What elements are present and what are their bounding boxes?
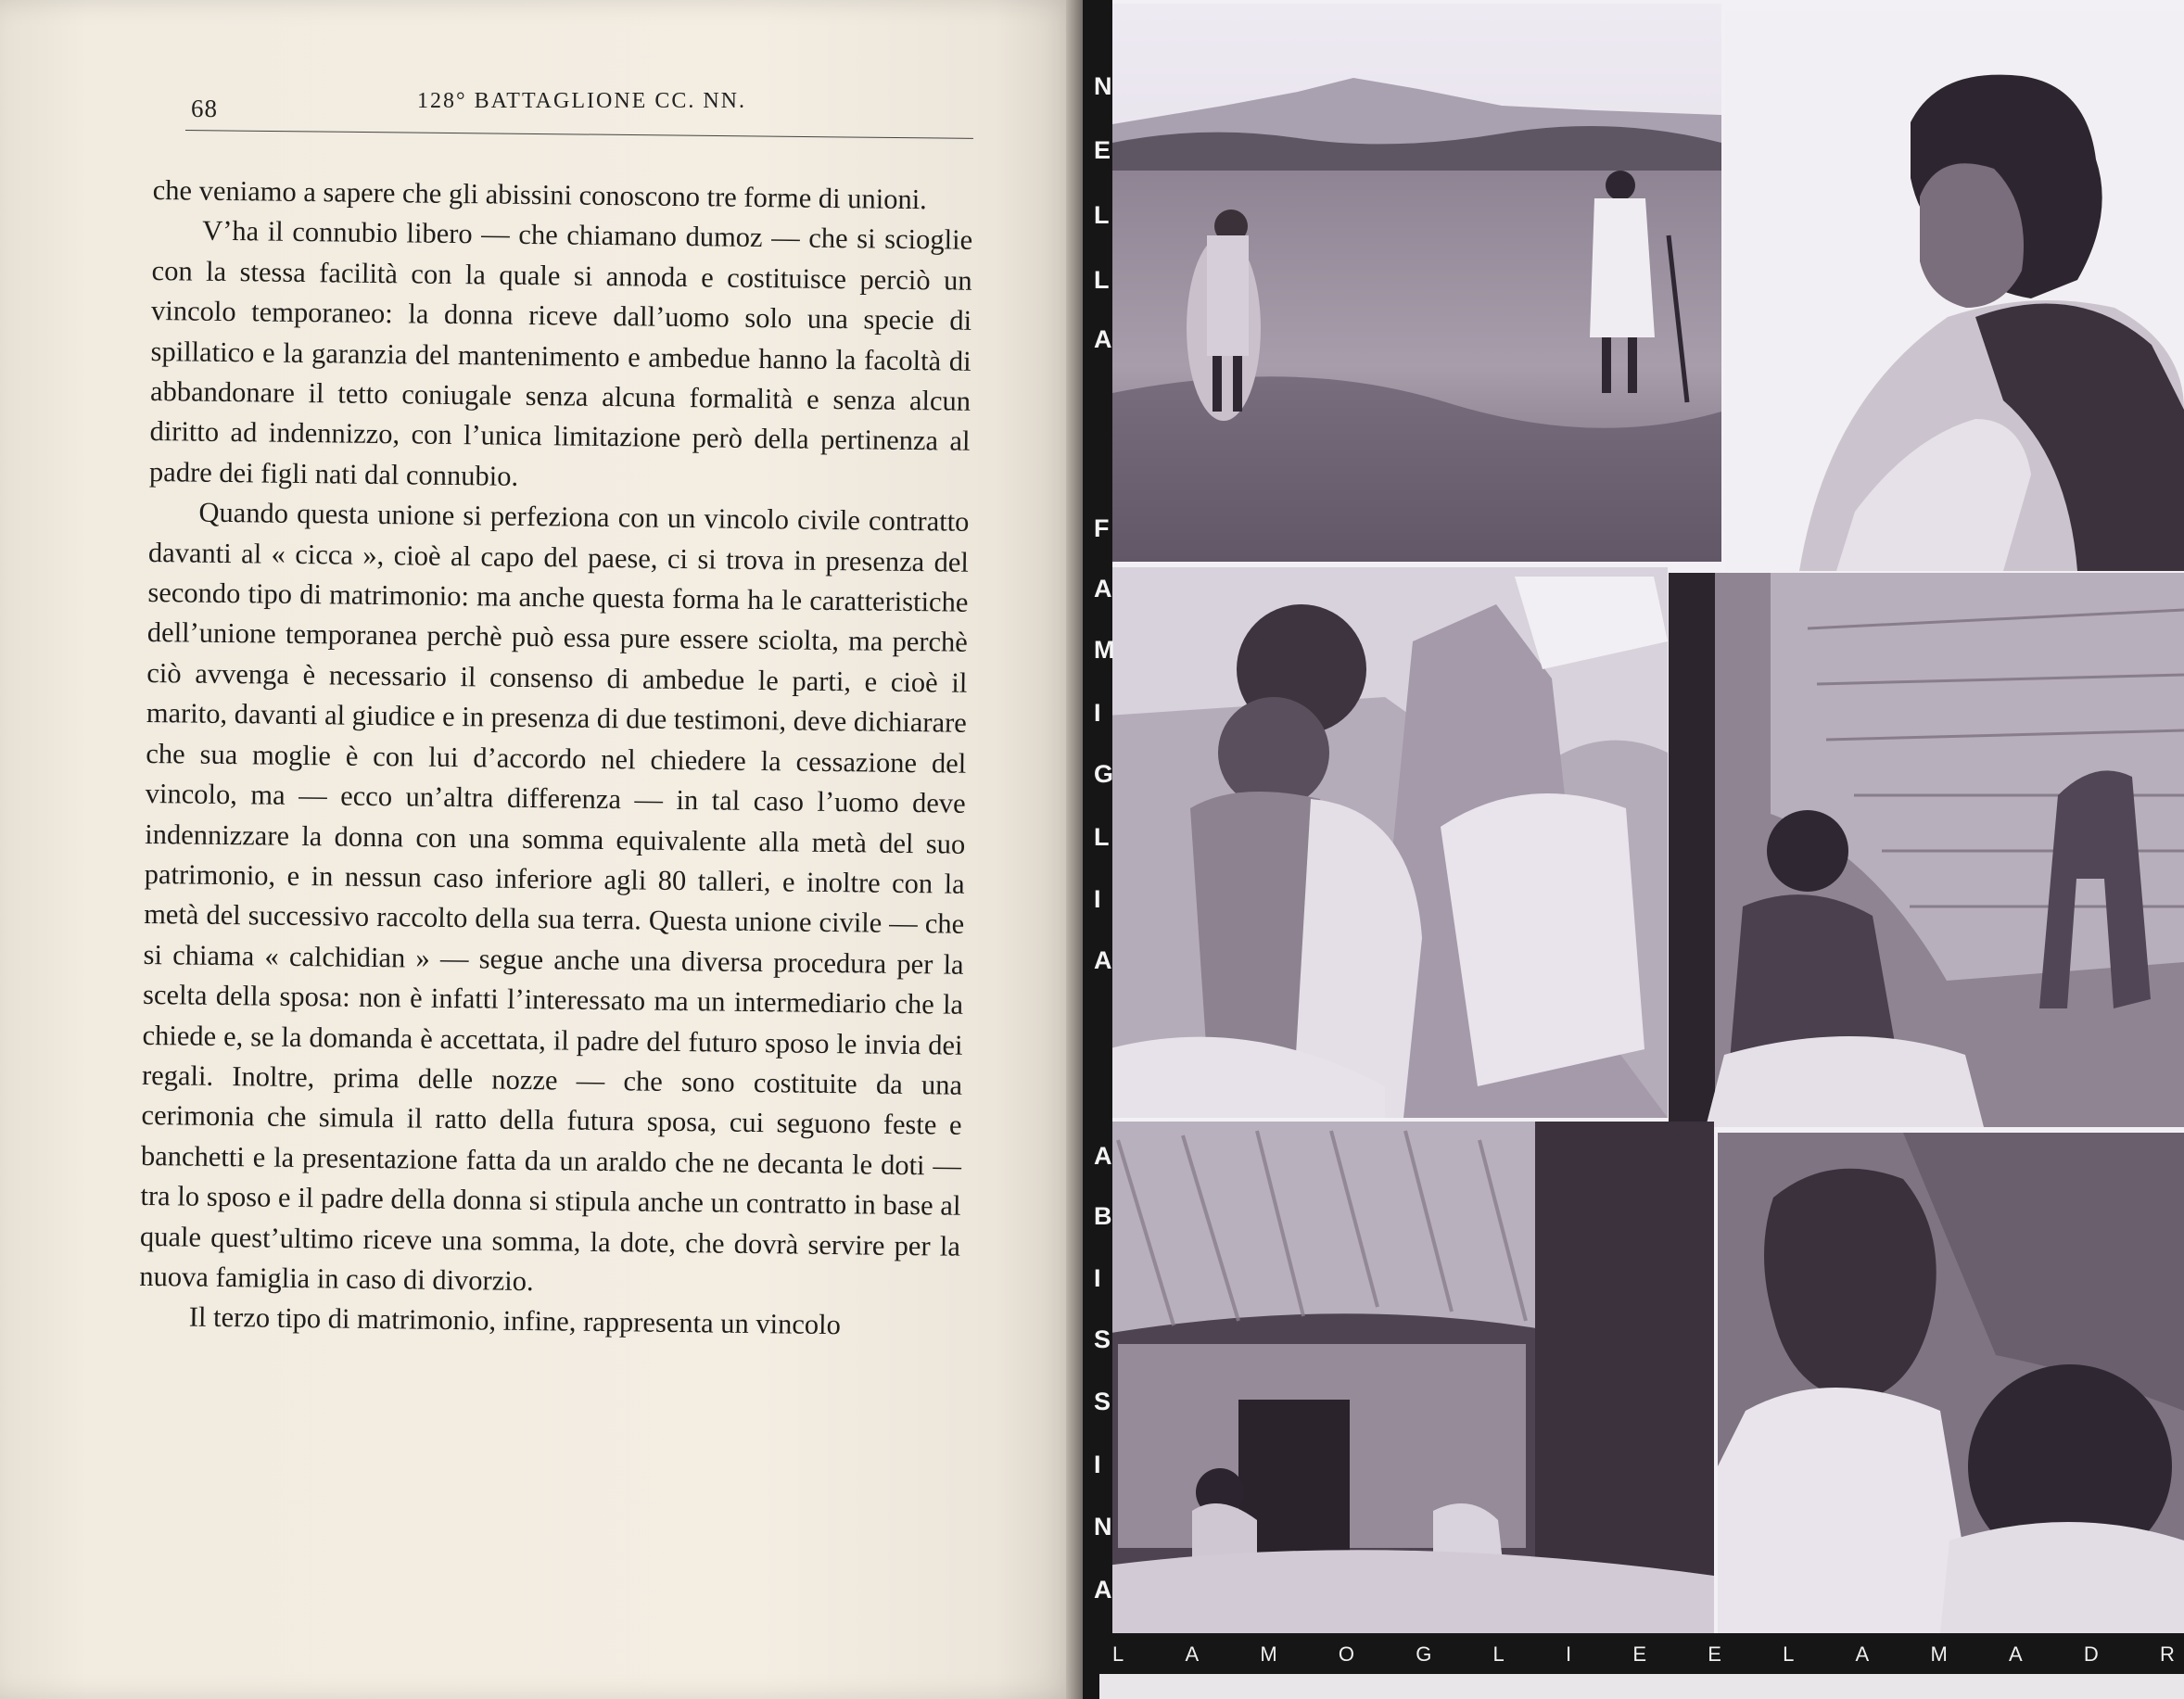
title-letter: F bbox=[1094, 514, 1110, 542]
caption-letter: L bbox=[1783, 1642, 1795, 1666]
photo-woman-donkey bbox=[1669, 573, 2184, 1127]
caption-letter: D bbox=[2083, 1642, 2099, 1666]
title-letter: M bbox=[1094, 636, 1115, 664]
photo-landscape-figures bbox=[1112, 4, 1721, 562]
running-title: 128° BATTAGLIONE CC. NN. bbox=[417, 89, 746, 113]
caption-letter: L bbox=[1112, 1642, 1124, 1666]
title-letter: I bbox=[1094, 699, 1101, 727]
photo-mother-child bbox=[1107, 567, 1668, 1118]
page-number: 68 bbox=[191, 95, 218, 122]
title-letter: L bbox=[1094, 823, 1110, 851]
title-letter: I bbox=[1094, 1264, 1101, 1292]
title-letter: I bbox=[1094, 885, 1101, 913]
left-page bbox=[0, 0, 1083, 1699]
title-letter: N bbox=[1094, 72, 1112, 100]
paragraph: che veniamo a sapere che gli abissini conoscono tre forme di unioni. bbox=[152, 173, 927, 216]
title-letter: S bbox=[1094, 1388, 1111, 1415]
title-letter: A bbox=[1094, 575, 1112, 602]
caption-letter: O bbox=[1338, 1642, 1354, 1666]
caption-letter: A bbox=[1185, 1642, 1200, 1666]
paragraph: Il terzo tipo di matrimonio, infine, rappresenta un vincolo bbox=[188, 1300, 842, 1341]
paragraph: Quando questa unione si perfeziona con un vincolo civile contratto davanti al « cicca », cioè al capo del paese, ci si trova in presenza del secondo tipo di matrimonio: ma anche questa forma ha le caratteristiche dell’unione temporanea perchè può essa pure essere sciolta, ma perchè ciò avvenga è necessario il consenso di ambedue le parti, e cioè il marito, davanti al giudice e in presenza di due testimoni, deve dichiarare che sua moglie è con lui d’accordo nel chiedere la cessazione del vincolo, ma — ecco un’altra differenza — in tal caso l’uomo deve indennizzare la donna con una somma equivalente alla metà del suo patrimonio, e in nessun caso inferiore agli 80 talleri, e inoltre con la metà del successivo raccolto della sua terra. Questa unione civile — che si chiama « calchidian » — segue anche una diversa procedura per la scelta della sposa: non è infatti l’interessato ma un intermediario che la chiede e, se la domanda è accettata, il padre del futuro sposo le invia dei regali. Inoltre, prima delle nozze — che sono costituite da una cerimonia che simula il ratto della futura sposa, cui seguono feste e banchetti e la presentazione fatta da un araldo che ne decanta le doti — tra lo sposo e il padre della donna si stipula anche un contratto in base al quale quest’ultimo riceve una somma, la dote, che dovrà servire per la nuova famiglia in caso di divorzio. bbox=[139, 496, 970, 1298]
title-letter: A bbox=[1094, 1576, 1112, 1604]
paragraph: V’ha il connubio libero — che chiamano dumoz — che si scioglie con la stessa facilità con la quale si annoda e costituisce perciò un vincolo temporaneo: la donna riceve dall’uomo solo una specie di spillatico e la garanzia del mantenimento e ambedue hanno la facoltà di abbandonare il tetto coniugale senza alcuna formalità e senza alcun diritto ad indennizzo, con l’unica limitazione però della pertinenza al padre dei figli nati dal connubio. bbox=[148, 215, 973, 492]
title-letter: S bbox=[1094, 1325, 1111, 1353]
plate-vertical-title bbox=[1083, 0, 1124, 1699]
caption-letter: E bbox=[1632, 1642, 1646, 1666]
photo-mother-son-closeup bbox=[1718, 1133, 2184, 1633]
page-bottom-edge bbox=[1099, 1674, 2184, 1699]
title-letter: B bbox=[1094, 1202, 1112, 1230]
caption-letter: M bbox=[1260, 1642, 1277, 1666]
plate-caption bbox=[1103, 1639, 2184, 1670]
title-letter: A bbox=[1094, 325, 1112, 353]
caption-letter: A bbox=[1855, 1642, 1870, 1666]
title-letter: L bbox=[1094, 266, 1110, 294]
body-text bbox=[139, 171, 973, 1347]
caption-letter: M bbox=[1930, 1642, 1948, 1666]
title-letter: I bbox=[1094, 1451, 1101, 1478]
photo-woman-profile bbox=[1725, 11, 2184, 571]
caption-letter: L bbox=[1492, 1642, 1505, 1666]
title-letter: G bbox=[1094, 760, 1114, 788]
title-letter: A bbox=[1094, 1142, 1112, 1170]
header-rule bbox=[185, 130, 973, 139]
running-head bbox=[185, 89, 973, 145]
caption-letter: G bbox=[1416, 1642, 1432, 1666]
caption-letter: R bbox=[2159, 1642, 2175, 1666]
title-letter: E bbox=[1094, 136, 1111, 164]
title-letter: A bbox=[1094, 946, 1112, 974]
title-letter: N bbox=[1094, 1513, 1112, 1541]
caption-letter: I bbox=[1565, 1642, 1572, 1666]
caption-letter: A bbox=[2008, 1642, 2023, 1666]
caption-letter: E bbox=[1708, 1642, 1721, 1666]
title-letter: L bbox=[1094, 201, 1110, 229]
photo-hut-group bbox=[1099, 1122, 1714, 1633]
